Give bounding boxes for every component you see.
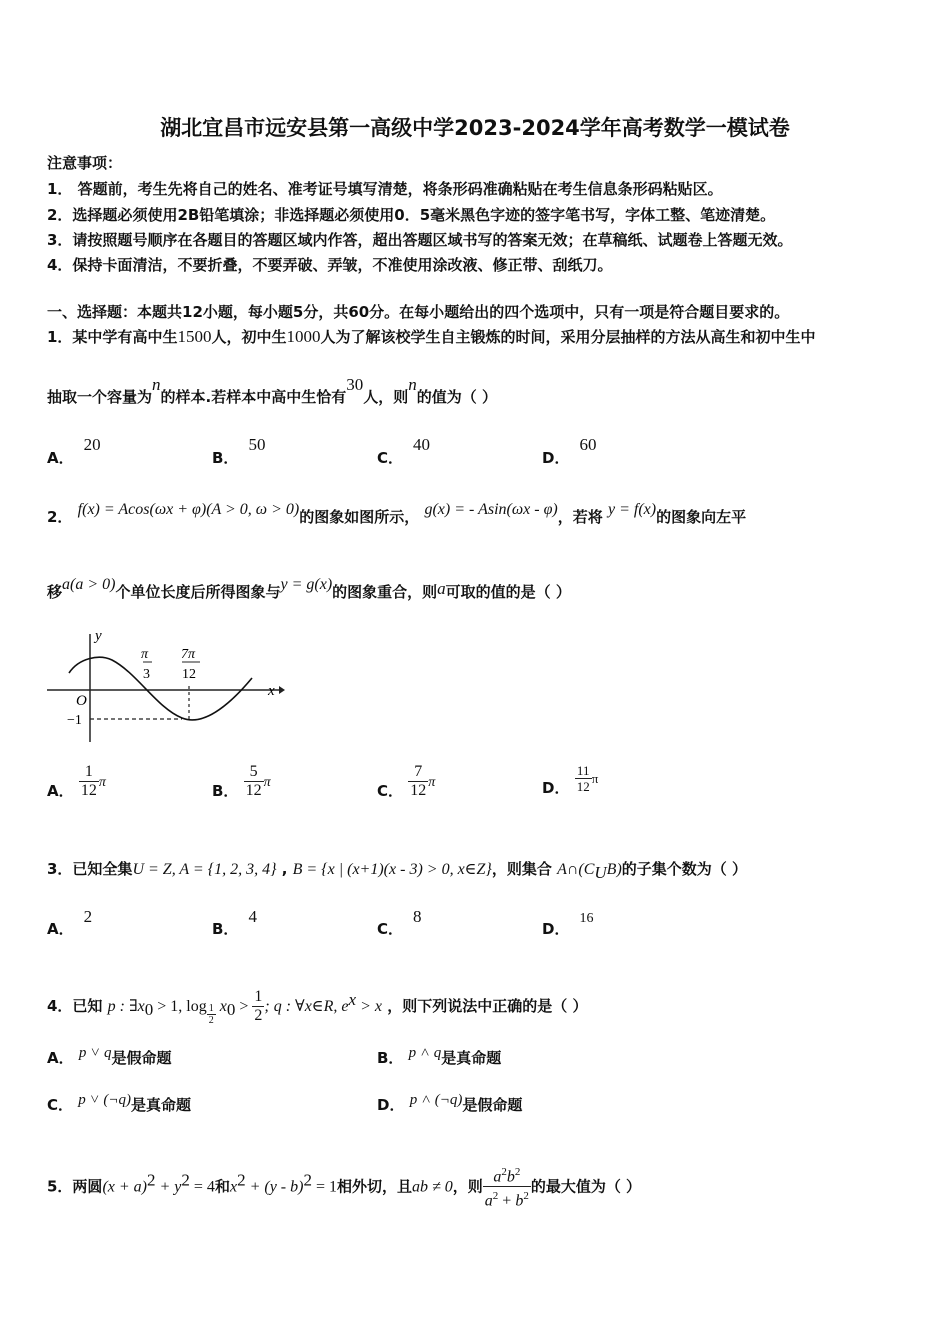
q1-var-n: n bbox=[152, 375, 161, 394]
q1-text-d: 抽取一个容量为 bbox=[47, 388, 153, 406]
q4-option-b[interactable]: B． p ˄ q是真命题 bbox=[377, 1045, 502, 1067]
q4-option-a[interactable]: A． p ˅ q是假命题 bbox=[47, 1045, 172, 1067]
q3-option-a[interactable]: A．2 bbox=[47, 907, 93, 938]
q1-text-c: 人为了解该校学生自主锻炼的时间，采用分层抽样的方法从高生和初中生中 bbox=[320, 328, 816, 346]
q1-line1 bbox=[47, 326, 815, 347]
q2-option-d[interactable]: D． $\frac{11}{12}$ π bbox=[542, 763, 599, 797]
notice-item-3: 3．请按照题号顺序在各题目的答题区域内作答，超出答题区域书写的答案无效；在草稿纸、试题卷上答题无效。 bbox=[47, 231, 793, 249]
notice-heading: 注意事项： bbox=[47, 154, 123, 172]
7pi12-den: 12 bbox=[182, 667, 196, 682]
q1-num-1500: 1500 bbox=[177, 327, 212, 346]
y-axis-label: y bbox=[95, 628, 102, 644]
q1-text-a: 1．某中学有高中生 bbox=[47, 328, 178, 346]
q4-p-expr: p : ∃x bbox=[107, 998, 145, 1015]
minus-one-label: −1 bbox=[67, 713, 82, 728]
q2-yf-expr: y = f(x) bbox=[608, 501, 657, 518]
7pi12-num: 7π bbox=[181, 647, 196, 662]
pi3-num: π bbox=[141, 647, 149, 662]
q2-option-a[interactable]: A． $\frac{1}{12}$ π bbox=[47, 763, 106, 800]
q1-text-e: 的样本.若样本中高中生恰有 bbox=[160, 388, 347, 406]
page-title: 湖北宜昌市远安县第一高级中学2023-2024学年高考数学一模试卷 bbox=[160, 116, 790, 140]
q1-option-c[interactable]: C．40 bbox=[377, 435, 431, 467]
section-heading: 一、选择题：本题共12小题，每小题5分，共60分。在每小题给出的四个选项中，只有一项是符合题目要求的。 bbox=[47, 303, 790, 321]
q5-line: 5．两圆$(x + a)^2 + y^2 = 4$和$x^2 + (y - b)^2 = 1$相外切，且ab ≠ 0，则 $\frac{a^2b^2}{a^2 + b^2}$ 的最大值为（ ） bbox=[47, 1163, 641, 1211]
q5-fraction: $\frac{a^2b^2}{a^2 + b^2}$ bbox=[483, 1163, 531, 1211]
q1-text-g: 的值为（ ） bbox=[416, 388, 497, 406]
q4-q-expr: ; q : ∀x∈R, e bbox=[264, 998, 349, 1015]
q1-text-f: 人，则 bbox=[363, 388, 409, 406]
x-axis-label: x bbox=[268, 683, 275, 699]
q1-var-n-2: n bbox=[408, 375, 417, 394]
q2-yg-expr: y = g(x) bbox=[280, 576, 333, 593]
pi3-den: 3 bbox=[143, 667, 150, 682]
q3-set-b: B = {x | (x+1)(x - 3) > 0, x∈Z} bbox=[292, 861, 492, 878]
q1-option-b[interactable]: B．50 bbox=[212, 435, 266, 467]
q3-universal-set: U = Z, A = {1, 2, 3, 4} bbox=[132, 861, 277, 878]
q3-line: 3．已知全集U = Z, A = {1, 2, 3, 4} , B = {x | (x+1)(x - 3) > 0, x∈Z}，则集合 $A\cap(C_UB)$的子集个数为（ ） bbox=[47, 860, 748, 882]
q2-graph bbox=[47, 628, 287, 744]
cosine-curve bbox=[69, 657, 252, 720]
q1-num-30: 30 bbox=[346, 375, 364, 394]
q3-expr: A∩(C bbox=[557, 861, 595, 878]
q2-a-expr: a(a > 0) bbox=[62, 576, 116, 593]
q1-text-b: 人，初中生 bbox=[211, 328, 287, 346]
notice-item-4: 4．保持卡面清洁，不要折叠，不要弄破、弄皱，不准使用涂改液、修正带、刮纸刀。 bbox=[47, 256, 613, 274]
q2-g-expr: g(x) = - Asin(ωx - φ) bbox=[424, 501, 558, 518]
q1-line2 bbox=[47, 375, 497, 407]
q5-circle1: (x + a) bbox=[102, 1178, 147, 1196]
q2-line2: 移a(a > 0)个单位长度后所得图象与y = g(x)的图象重合，则a可取的值的是（ ） bbox=[47, 576, 571, 601]
q1-option-a[interactable]: A．20 bbox=[47, 435, 101, 467]
q4-option-c[interactable]: C． p ˅ (¬q)是真命题 bbox=[47, 1092, 191, 1114]
q4-option-d[interactable]: D． p ˄ (¬q)是假命题 bbox=[377, 1092, 523, 1114]
q2-line1: 2． f(x) = Acos(ωx + φ)(A > 0, ω > 0)的图象如图所示， g(x) = - Asin(ωx - φ)，若将 y = f(x)的图象向左平 bbox=[47, 501, 747, 526]
origin-label: O bbox=[76, 693, 87, 709]
q2-option-b[interactable]: B． $\frac{5}{12}$ π bbox=[212, 763, 271, 800]
q1-num-1000: 1000 bbox=[286, 327, 321, 346]
q3-option-b[interactable]: B．4 bbox=[212, 907, 257, 938]
notice-item-2: 2．选择题必须使用2B铅笔填涂；非选择题必须使用0．5毫米黑色字迹的签字笔书写，字体工整、笔迹清楚。 bbox=[47, 206, 776, 224]
x-axis-arrow bbox=[279, 686, 285, 694]
notice-item-1: 1． 答题前，考生先将自己的姓名、准考证号填写清楚，将条形码准确粘贴在考生信息条形码粘贴区。 bbox=[47, 180, 723, 198]
q2-f-expr: f(x) = Acos(ωx + φ)(A > 0, ω > 0) bbox=[77, 501, 300, 518]
q1-option-d[interactable]: D．60 bbox=[542, 435, 597, 467]
q4-line: 4．已知 p : $\exists x_0 > 1$, log $_{\frac{1}{2}}$ $x_0$ > $\frac{1}{2}$ ; q : ∀x∈R, $e^x > x$ ，则下列说法中正确的是（ ） bbox=[47, 988, 588, 1026]
q3-option-c[interactable]: C．8 bbox=[377, 907, 422, 938]
q5-circle2: x bbox=[229, 1178, 238, 1196]
q2-option-c[interactable]: C． $\frac{7}{12}$ π bbox=[377, 763, 436, 800]
q5-condition: ab ≠ 0 bbox=[412, 1178, 453, 1196]
q3-option-d[interactable]: D．16 bbox=[542, 911, 594, 938]
